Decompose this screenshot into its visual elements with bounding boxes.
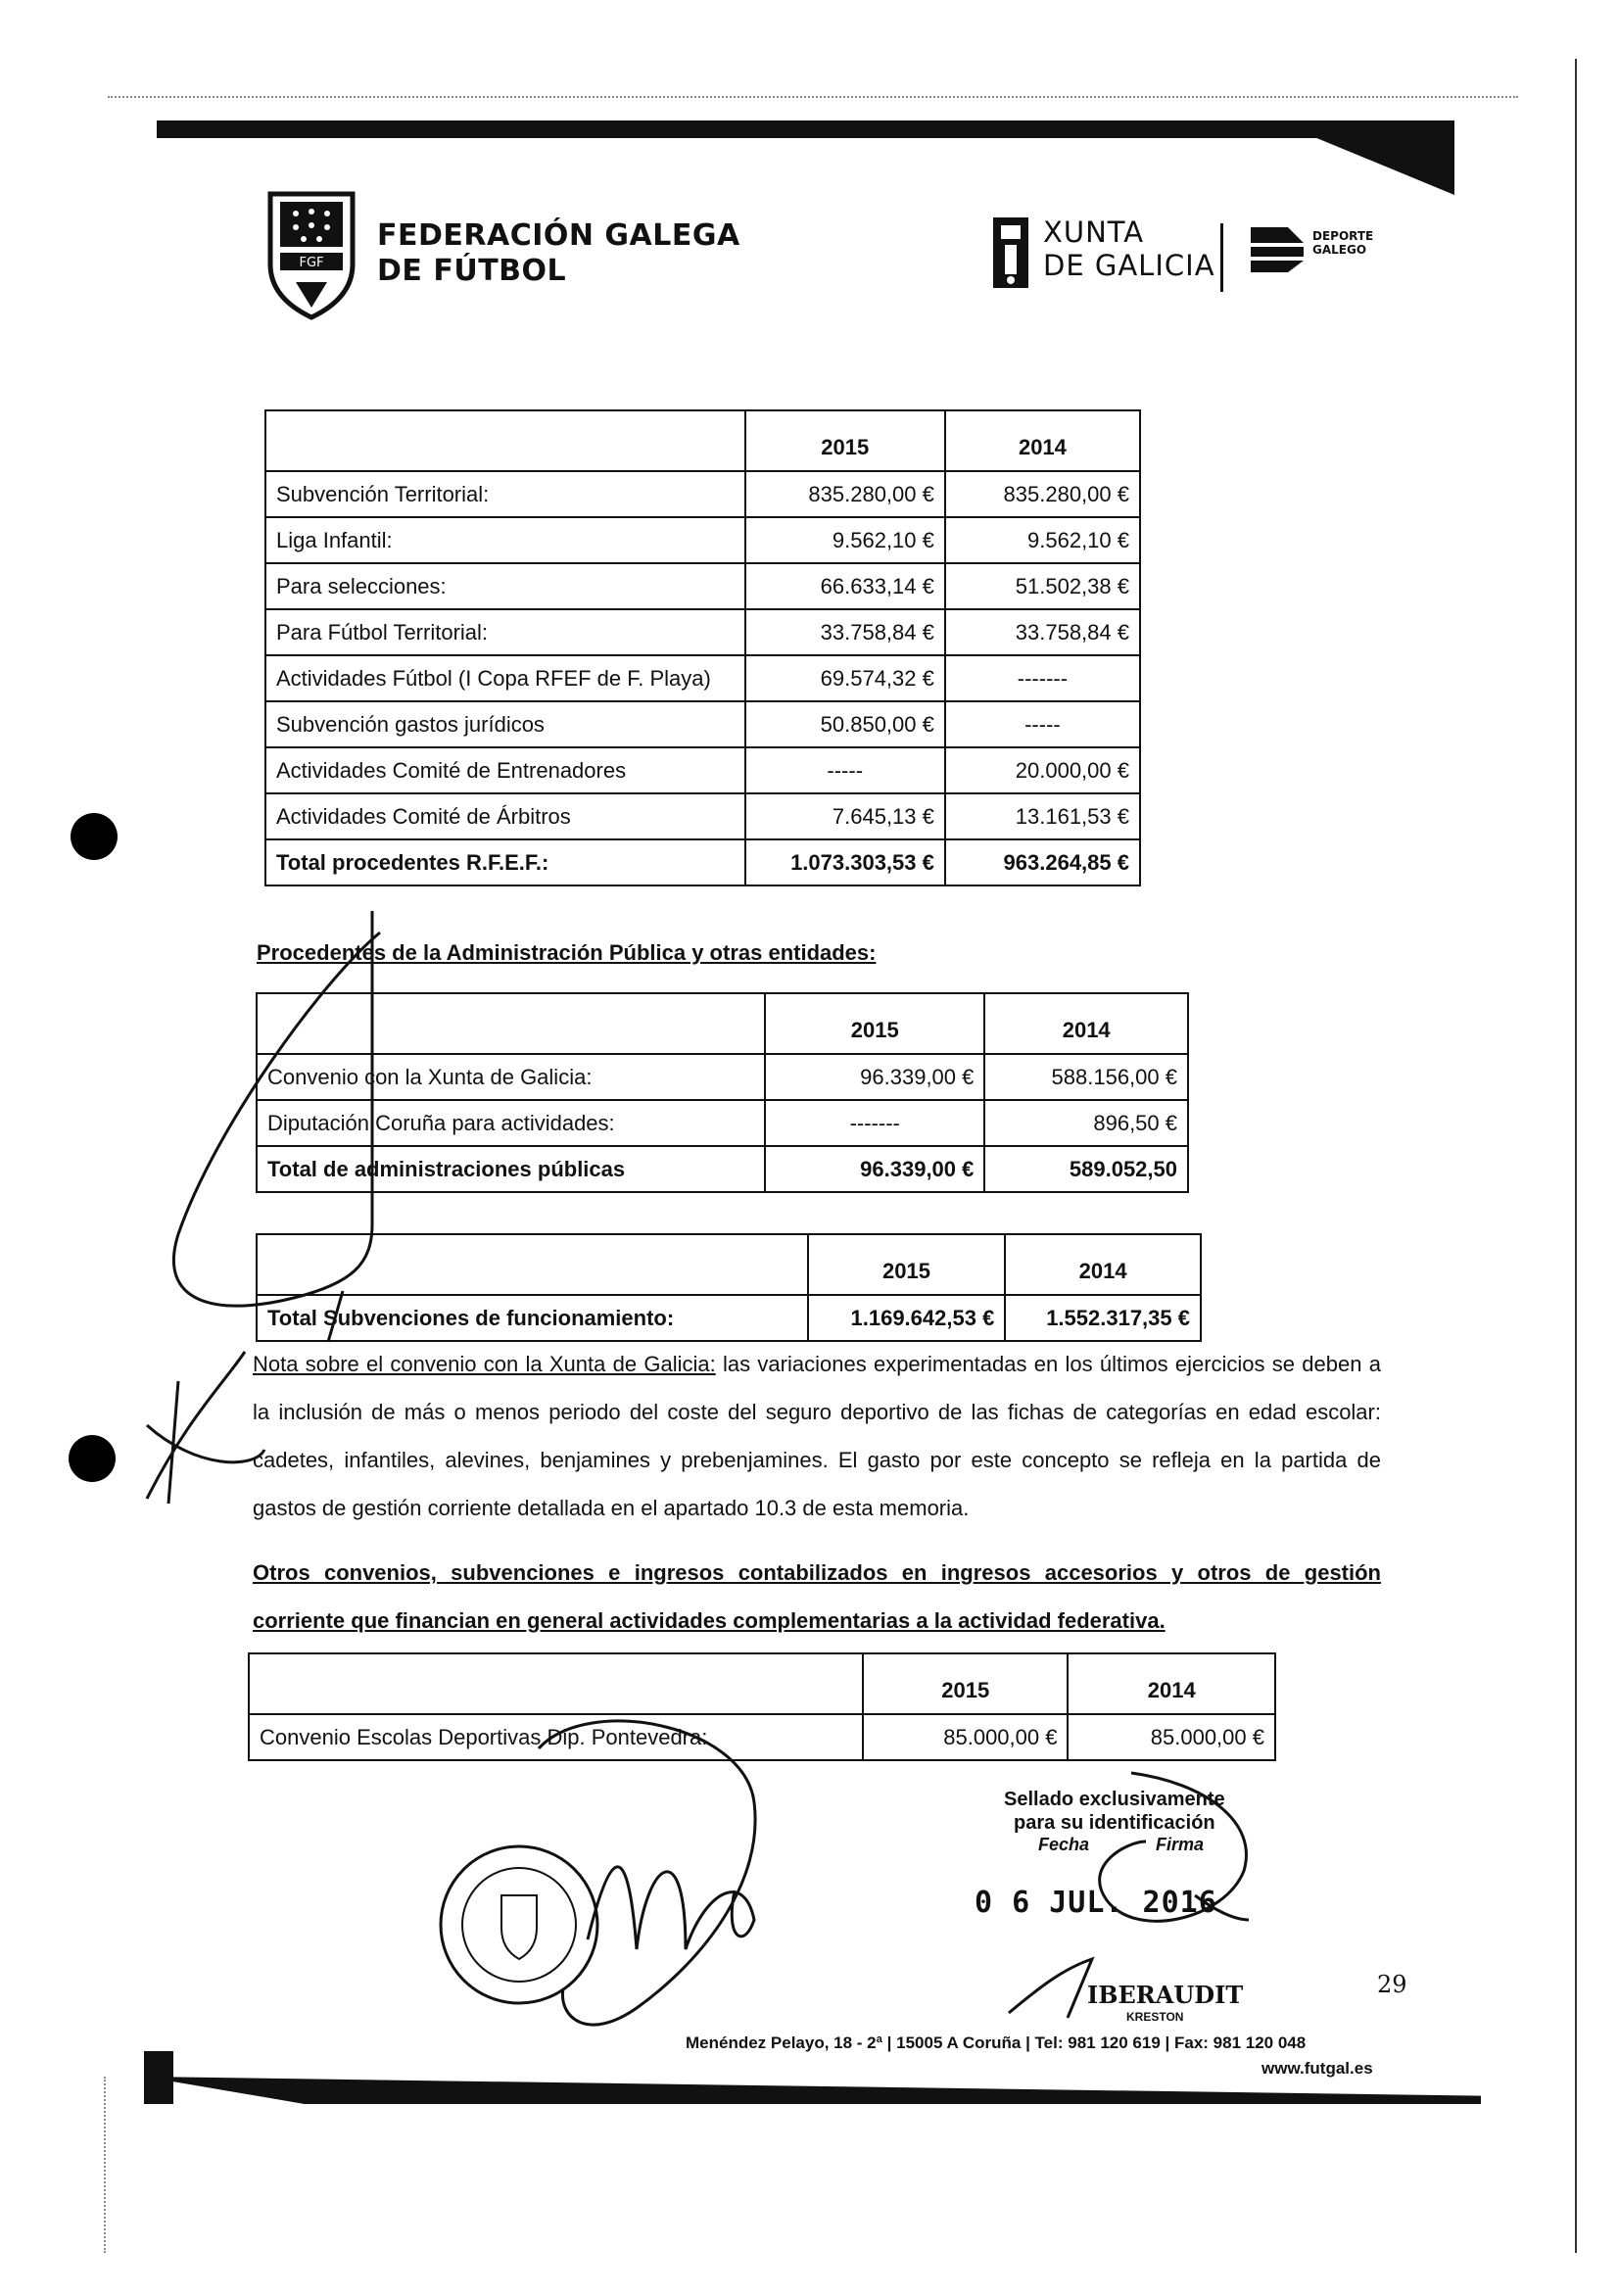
footer-address: Menéndez Pelayo, 18 - 2ª | 15005 A Coruña | Tel: 981 120 619 | Fax: 981 120 048 <box>686 2033 1307 2052</box>
value-2014: ------- <box>945 655 1140 701</box>
total-row <box>257 1146 1188 1192</box>
fgf-crest-logo <box>266 188 357 321</box>
admin-section-title: Procedentes de la Administración Pública y otras entidades: <box>257 940 877 965</box>
column-header: 2015 <box>808 1234 1006 1295</box>
value-2014: 835.280,00 € <box>945 471 1140 517</box>
row-label: Convenio con la Xunta de Galicia: <box>257 1054 765 1100</box>
value-2014: 51.502,38 € <box>945 563 1140 609</box>
table-row <box>265 563 1140 609</box>
value-2014: 85.000,00 € <box>1068 1714 1275 1760</box>
value-2015: 69.574,32 € <box>745 655 945 701</box>
value-2014: 20.000,00 € <box>945 747 1140 793</box>
value-2015: ----- <box>745 747 945 793</box>
column-header: 2015 <box>863 1653 1069 1714</box>
value-2014: 1.552.317,35 € <box>1005 1295 1201 1341</box>
table-row <box>249 1714 1275 1760</box>
value-2015: 1.169.642,53 € <box>808 1295 1006 1341</box>
scan-artifact-line <box>104 2077 106 2253</box>
value-2015: 96.339,00 € <box>765 1054 984 1100</box>
punch-hole <box>71 813 118 860</box>
column-header: 2014 <box>945 410 1140 471</box>
deporte-galego-logo <box>1249 223 1306 274</box>
header-empty <box>257 993 765 1054</box>
page-number: 29 <box>1377 1971 1407 1998</box>
value-2015: 50.850,00 € <box>745 701 945 747</box>
deporte-galego-name <box>1312 229 1373 257</box>
column-header: 2014 <box>1005 1234 1201 1295</box>
footer-bar-left <box>144 2051 173 2104</box>
xunta-name <box>1043 215 1215 282</box>
value-2014: 896,50 € <box>984 1100 1188 1146</box>
column-header: 2015 <box>765 993 984 1054</box>
row-label: Para selecciones: <box>265 563 745 609</box>
row-label: Subvención Territorial: <box>265 471 745 517</box>
handwritten-cross-mark <box>147 1352 264 1504</box>
header-empty <box>265 410 745 471</box>
stamp-line2: para su identificación <box>1014 1812 1215 1834</box>
federation-name-line2: DE FÚTBOL <box>377 254 567 288</box>
value-2015: 85.000,00 € <box>863 1714 1069 1760</box>
row-label: Actividades Fútbol (I Copa RFEF de F. Playa) <box>265 655 745 701</box>
footer-bar <box>144 2077 1481 2104</box>
row-label: Liga Infantil: <box>265 517 745 563</box>
note-body: las variaciones experimentadas en los últimos ejercicios se deben a la inclusión de más o menos periodo del coste del seguro deportivo de las fichas de categorías en edad escolar: cadetes, infantiles, alevines, benjamines y prebenjamines. El gasto por este concepto se refleja en la partida de gastos de gestión corriente detallada en el apartado 10.3 de esta memoria. <box>253 1352 1381 1520</box>
table-row <box>265 747 1140 793</box>
column-header: 2014 <box>984 993 1188 1054</box>
column-header: 2014 <box>1068 1653 1275 1714</box>
auditor-name: IBERAUDIT <box>1087 1981 1244 2009</box>
note-paragraph <box>253 1340 1381 1532</box>
header-bar <box>157 120 1454 138</box>
president-signature <box>588 1867 754 1949</box>
crest-text: FGF <box>299 256 324 270</box>
punch-hole <box>69 1435 116 1482</box>
stamp-firma: Firma <box>1156 1835 1205 1854</box>
federation-seal <box>441 1846 597 2003</box>
row-label: Actividades Comité de Árbitros <box>265 793 745 839</box>
value-2015: 96.339,00 € <box>765 1146 984 1192</box>
table-row <box>265 471 1140 517</box>
value-2014: 9.562,10 € <box>945 517 1140 563</box>
row-label: Subvención gastos jurídicos <box>265 701 745 747</box>
page-edge-line <box>1575 59 1577 2253</box>
header-empty <box>249 1653 863 1714</box>
deporte-name-line1: DEPORTE <box>1312 229 1374 243</box>
table-row <box>257 1054 1188 1100</box>
header-bar-wedge <box>1303 132 1454 195</box>
value-2015: 7.645,13 € <box>745 793 945 839</box>
row-label: Actividades Comité de Entrenadores <box>265 747 745 793</box>
table-row <box>265 655 1140 701</box>
xunta-name-line1: XUNTA <box>1043 215 1145 249</box>
seal-shield-icon <box>501 1895 537 1959</box>
xunta-name-line2: DE GALICIA <box>1043 249 1215 282</box>
row-label: Diputación Coruña para actividades: <box>257 1100 765 1146</box>
federation-name <box>377 218 740 289</box>
auditor-subname: KRESTON <box>1126 2010 1184 2024</box>
header-empty <box>257 1234 808 1295</box>
auditor-stamp <box>1004 1788 1225 1835</box>
table-row <box>265 517 1140 563</box>
federation-seal-inner <box>462 1868 576 1982</box>
value-2015: 1.073.303,53 € <box>745 839 945 885</box>
footer-website: www.futgal.es <box>1261 2059 1373 2078</box>
value-2015: 835.280,00 € <box>745 471 945 517</box>
rfef-subsidies-table <box>264 409 1141 886</box>
row-label: Para Fútbol Territorial: <box>265 609 745 655</box>
stamp-fecha: Fecha <box>1038 1835 1090 1854</box>
note-title: Nota sobre el convenio con la Xunta de Galicia: <box>253 1352 716 1376</box>
table-header-row <box>249 1653 1275 1714</box>
total-subsidies-table <box>256 1233 1202 1342</box>
value-2015: ------- <box>765 1100 984 1146</box>
value-2014: 13.161,53 € <box>945 793 1140 839</box>
value-2015: 33.758,84 € <box>745 609 945 655</box>
stamp-date: 0 6 JUL. 2016 <box>975 1886 1217 1920</box>
federation-name-line1: FEDERACIÓN GALEGA <box>377 218 740 253</box>
xunta-emblem-logo <box>991 215 1030 290</box>
signature-loop <box>539 1721 755 2025</box>
deporte-name-line2: GALEGO <box>1312 243 1367 257</box>
value-2014: 589.052,50 <box>984 1146 1188 1192</box>
table-header-row <box>257 1234 1201 1295</box>
value-2014: 588.156,00 € <box>984 1054 1188 1100</box>
table-row <box>265 609 1140 655</box>
other-agreements-table <box>248 1652 1276 1761</box>
total-row <box>257 1295 1201 1341</box>
row-label: Total Subvenciones de funcionamiento: <box>257 1295 808 1341</box>
table-row <box>257 1100 1188 1146</box>
column-header: 2015 <box>745 410 945 471</box>
value-2015: 9.562,10 € <box>745 517 945 563</box>
stamp-line1: Sellado exclusivamente <box>1004 1789 1225 1810</box>
row-label: Total procedentes R.F.E.F.: <box>265 839 745 885</box>
table-row <box>265 793 1140 839</box>
scan-artifact-line <box>108 96 1518 98</box>
row-label: Total de administraciones públicas <box>257 1146 765 1192</box>
public-admin-table <box>256 992 1189 1193</box>
value-2014: 33.758,84 € <box>945 609 1140 655</box>
total-row <box>265 839 1140 885</box>
value-2014: 963.264,85 € <box>945 839 1140 885</box>
header-divider <box>1220 223 1223 292</box>
value-2015: 66.633,14 € <box>745 563 945 609</box>
table-header-row <box>257 993 1188 1054</box>
table-header-row <box>265 410 1140 471</box>
value-2014: ----- <box>945 701 1140 747</box>
others-section-title: Otros convenios, subvenciones e ingresos contabilizados en ingresos accesorios y otros de gestión corriente que financian en general actividades complementarias a la actividad federativa. <box>253 1560 1381 1633</box>
row-label: Convenio Escolas Deportivas Dip. Pontevedra: <box>249 1714 863 1760</box>
table-row <box>265 701 1140 747</box>
